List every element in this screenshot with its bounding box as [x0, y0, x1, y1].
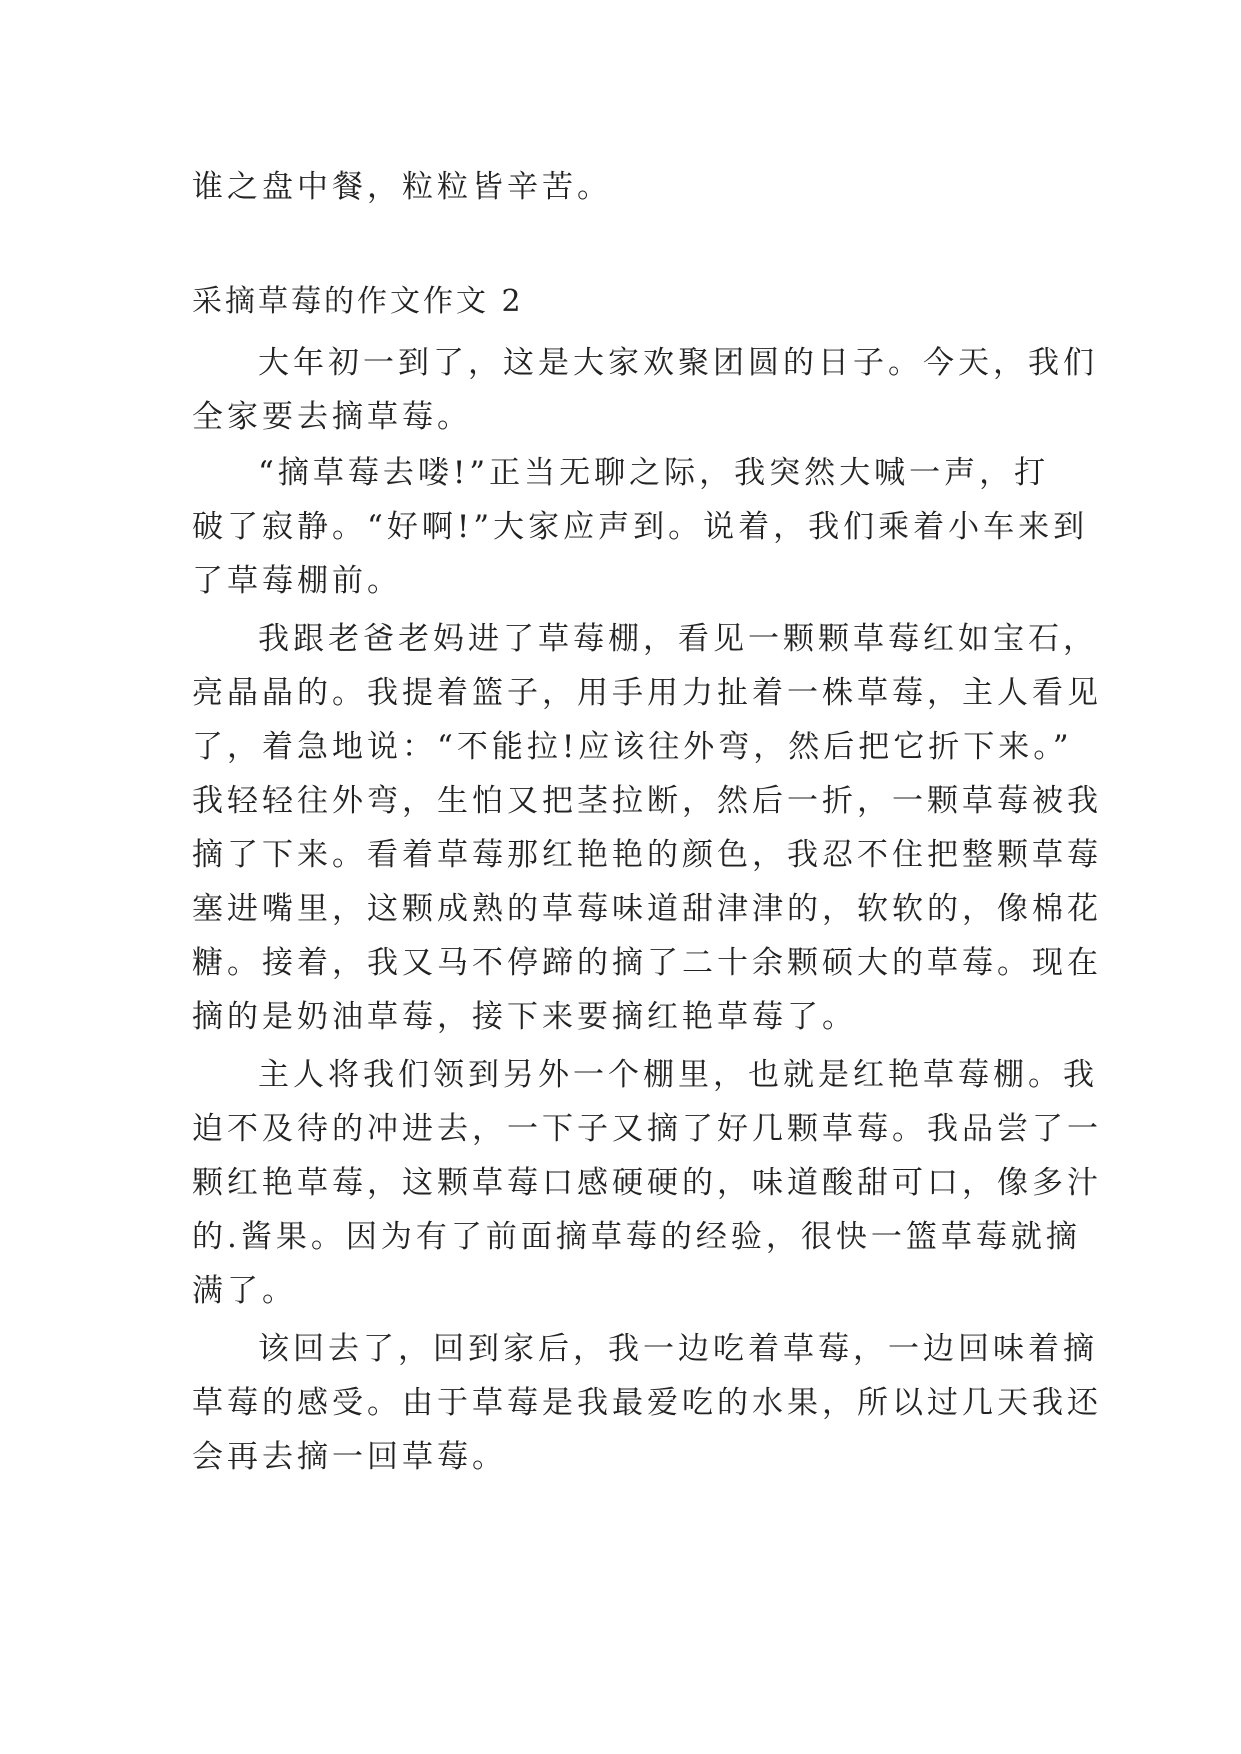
paragraph-line: 我跟老爸老妈进了草莓棚，看见一颗颗草莓红如宝石， — [258, 621, 1098, 657]
paragraph-line: 的.酱果。因为有了前面摘草莓的经验，很快一篮草莓就摘 — [192, 1219, 1081, 1255]
paragraph-line: 迫不及待的冲进去，一下子又摘了好几颗草莓。我品尝了一 — [192, 1111, 1102, 1147]
paragraph-line: 糖。接着，我又马不停蹄的摘了二十余颗硕大的草莓。现在 — [192, 945, 1102, 981]
paragraph-line: 我轻轻往外弯，生怕又把茎拉断，然后一折，一颗草莓被我 — [192, 783, 1102, 819]
paragraph-line: 塞进嘴里，这颗成熟的草莓味道甜津津的，软软的，像棉花 — [192, 891, 1102, 927]
paragraph-line: 会再去摘一回草莓。 — [192, 1439, 507, 1475]
paragraph-line: 草莓的感受。由于草莓是我最爱吃的水果，所以过几天我还 — [192, 1385, 1102, 1421]
paragraph — [192, 446, 1089, 608]
essay-body — [192, 336, 1102, 1484]
essay-title: 采摘草莓的作文作文 2 — [192, 284, 524, 319]
paragraph-line: 破了寂静。“好啊!”大家应声到。说着，我们乘着小车来到 — [192, 509, 1089, 545]
paragraph-line: 亮晶晶的。我提着篮子，用手用力扯着一株草莓，主人看见 — [192, 675, 1102, 711]
paragraph-line: 摘的是奶油草莓，接下来要摘红艳草莓了。 — [192, 999, 857, 1035]
paragraph — [192, 1322, 1102, 1484]
paragraph — [192, 1048, 1102, 1318]
paragraph-line: 了草莓棚前。 — [192, 563, 402, 599]
paragraph-line: 摘了下来。看着草莓那红艳艳的颜色，我忍不住把整颗草莓 — [192, 837, 1102, 873]
paragraph — [192, 336, 1098, 444]
paragraph-line: “摘草莓去喽!”正当无聊之际，我突然大喊一声，打 — [258, 455, 1050, 491]
paragraph-line: 全家要去摘草莓。 — [192, 399, 472, 435]
paragraph-line: 了，着急地说：“不能拉!应该往外弯，然后把它折下来。” — [192, 729, 1073, 765]
paragraph — [192, 612, 1102, 1044]
paragraph-line: 颗红艳草莓，这颗草莓口感硬硬的，味道酸甜可口，像多汁 — [192, 1165, 1102, 1201]
paragraph-line: 满了。 — [192, 1273, 297, 1309]
paragraph-line: 该回去了，回到家后，我一边吃着草莓，一边回味着摘 — [258, 1331, 1098, 1367]
closing-line — [192, 160, 1052, 214]
closing-line-text: 谁之盘中餐，粒粒皆辛苦。 — [192, 169, 612, 205]
paragraph-line: 大年初一到了，这是大家欢聚团圆的日子。今天，我们 — [258, 345, 1098, 381]
paragraph-line: 主人将我们领到另外一个棚里，也就是红艳草莓棚。我 — [258, 1057, 1098, 1093]
